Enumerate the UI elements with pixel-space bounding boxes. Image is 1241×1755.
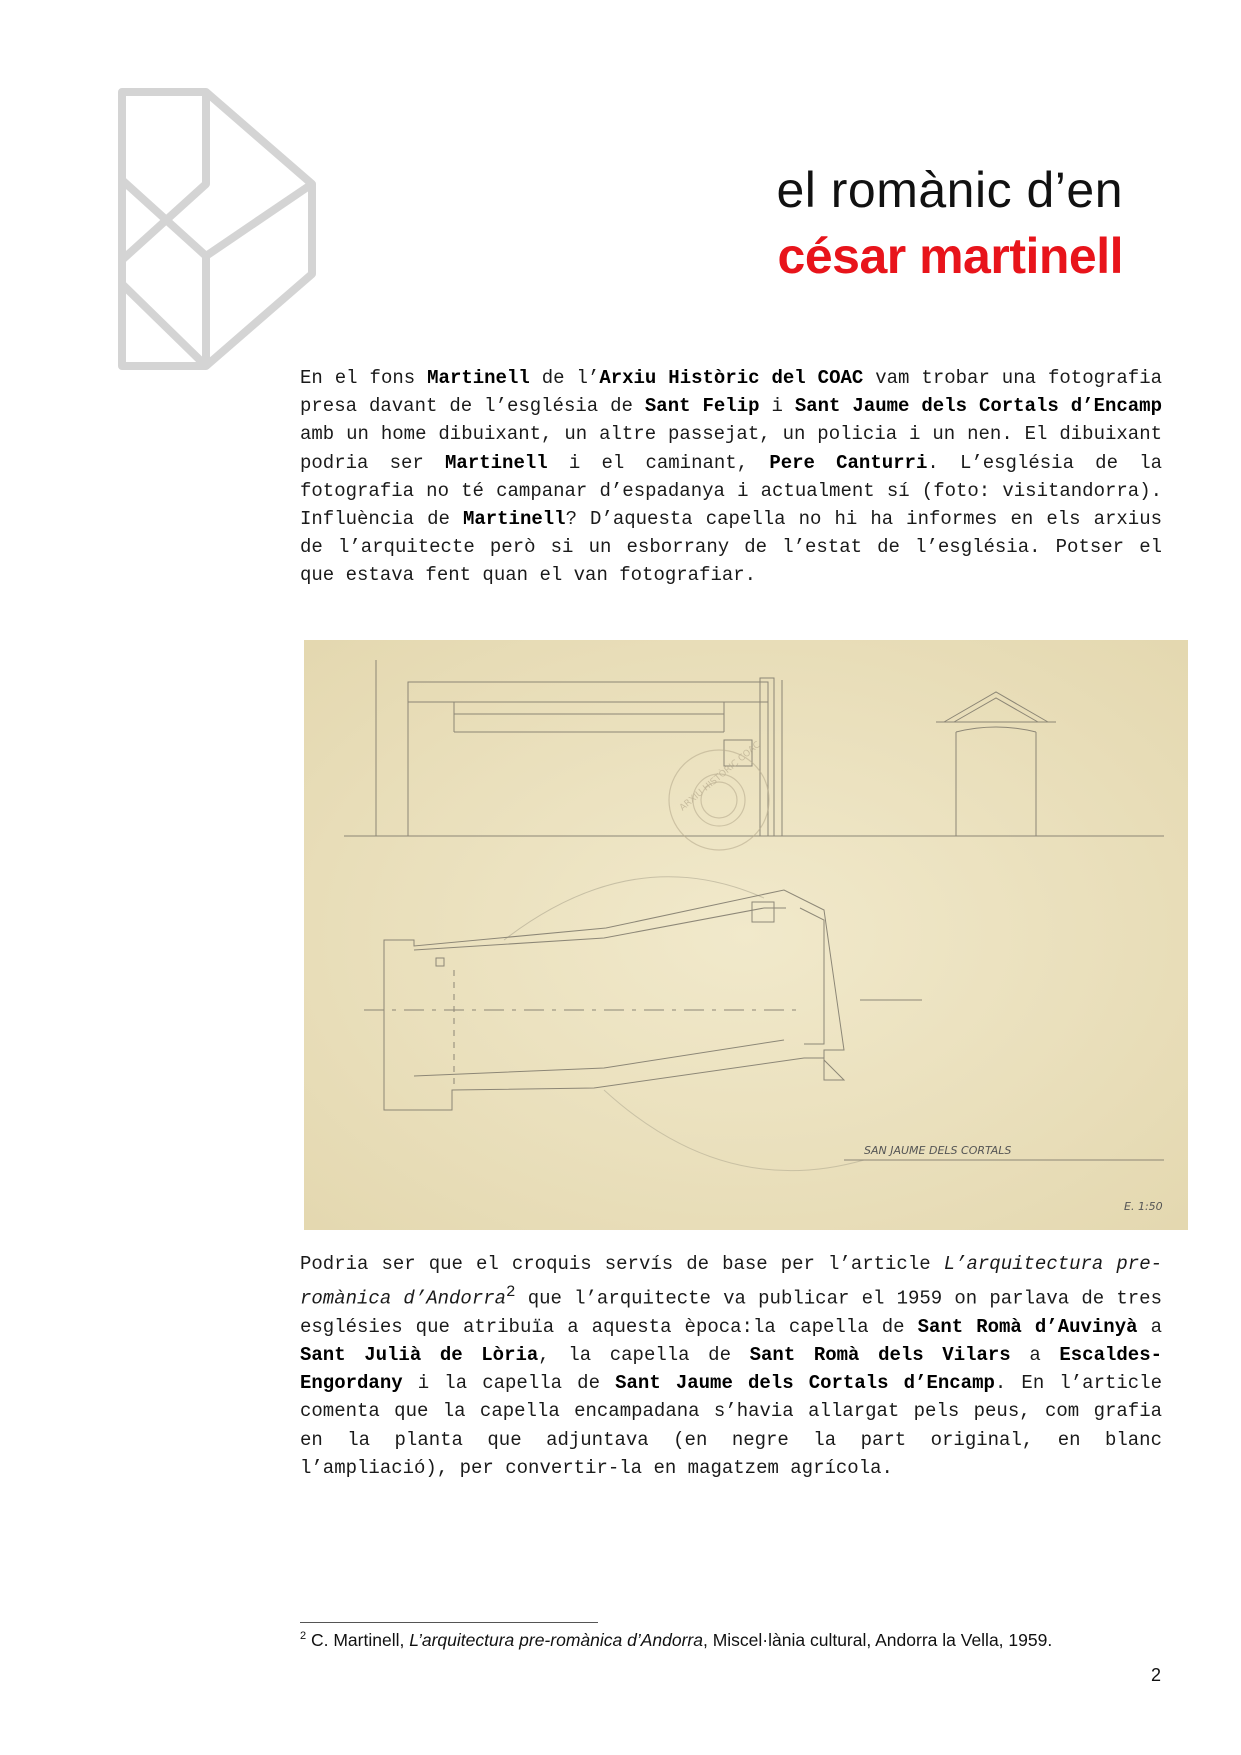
text-run: i <box>759 395 795 418</box>
italic-run: L’arquitectura pre-romànica d’Andorra <box>300 1253 1162 1310</box>
sketch-drawing <box>304 640 1188 1230</box>
bold-run: Sant Romà dels Vilars <box>749 1343 1011 1366</box>
stamp-text: ARXIU HISTÒRIC COAC <box>678 740 763 814</box>
paragraph-article <box>300 1250 1162 1482</box>
bold-run: Sant Felip <box>644 395 760 418</box>
text-run: Podria ser que el croquis servís de base per l’article <box>300 1253 944 1275</box>
footnote-reference[interactable]: 2 <box>506 1283 516 1302</box>
footnote <box>300 1630 1052 1651</box>
text-run: En el fons <box>300 367 428 389</box>
bold-run: Sant Jaume dels Cortals d’Encamp <box>794 395 1162 418</box>
bold-run: Sant Julià de Lòria <box>300 1343 539 1366</box>
page-number: 2 <box>1150 1665 1161 1685</box>
text-run: i la capella de <box>402 1372 616 1395</box>
bold-run: Martinell <box>445 451 548 474</box>
footnote-number: 2 <box>300 1630 307 1643</box>
text-run: . L’església de la fotografia no té campanar d’espadanya i actualment sí (foto: visitandorra). Influència de <box>300 451 1162 531</box>
bold-run: Martinell <box>427 367 530 389</box>
page-title-line2: césar martinell <box>777 228 1123 284</box>
text-run: . En l’article comenta que la capella encampadana s’havia allargat pels peus, com grafia en la planta que adjuntava (en negre la part original, en blanc l’ampliació), per convertir-la en magatzem agrícola. <box>300 1372 1162 1479</box>
paper-background <box>304 640 1188 1230</box>
text-run: C. Martinell, <box>306 1630 410 1650</box>
italic-run: L’arquitectura pre-romànica d’Andorra <box>409 1630 703 1650</box>
folded-hexagon-logo <box>118 88 318 370</box>
bold-run: Sant Romà d’Auvinyà <box>917 1315 1138 1338</box>
text-run: que l’arquitecte va publicar el 1959 on parlava de tres esglésies que atribuïa a aquesta època:la capella de <box>300 1287 1162 1338</box>
text-run: vam trobar una fotografia presa davant de l’església de <box>300 367 1163 418</box>
bold-run: Arxiu Històric del COAC <box>599 367 864 389</box>
bold-run: Sant Jaume dels Cortals d’Encamp <box>615 1372 995 1395</box>
page-title-line1: el romànic d’en <box>776 162 1123 218</box>
drawing-scale-label: E. 1:50 <box>1124 1200 1163 1213</box>
architectural-sketch-image <box>304 640 1188 1230</box>
bold-run: Martinell <box>462 508 566 531</box>
text-run: i el caminant, <box>547 451 770 474</box>
bold-run: Escaldes-Engordany <box>300 1343 1162 1395</box>
text-run: , Miscel·lània cultural, Andorra la Vella, 1959. <box>702 1630 1053 1650</box>
footnote-divider <box>300 1622 598 1623</box>
text-run: a <box>1010 1343 1060 1366</box>
drawing-caption-label: SAN JAUME DELS CORTALS <box>864 1144 1012 1157</box>
text-run: amb un home dibuixant, un altre passejat, un policia i un nen. El dibuixant podria ser <box>300 423 1162 474</box>
text-run: a <box>1137 1315 1162 1338</box>
paragraph-intro <box>300 364 1162 590</box>
text-run: ? D’aquesta capella no hi ha informes en els arxius de l’arquitecte però si un esborrany de l’estat de l’església. Potser el que estava fent quan el van fotografiar. <box>300 508 1162 587</box>
text-run: , la capella de <box>538 1343 750 1366</box>
bold-run: Pere Canturri <box>769 451 928 474</box>
text-run: de l’ <box>529 367 600 389</box>
